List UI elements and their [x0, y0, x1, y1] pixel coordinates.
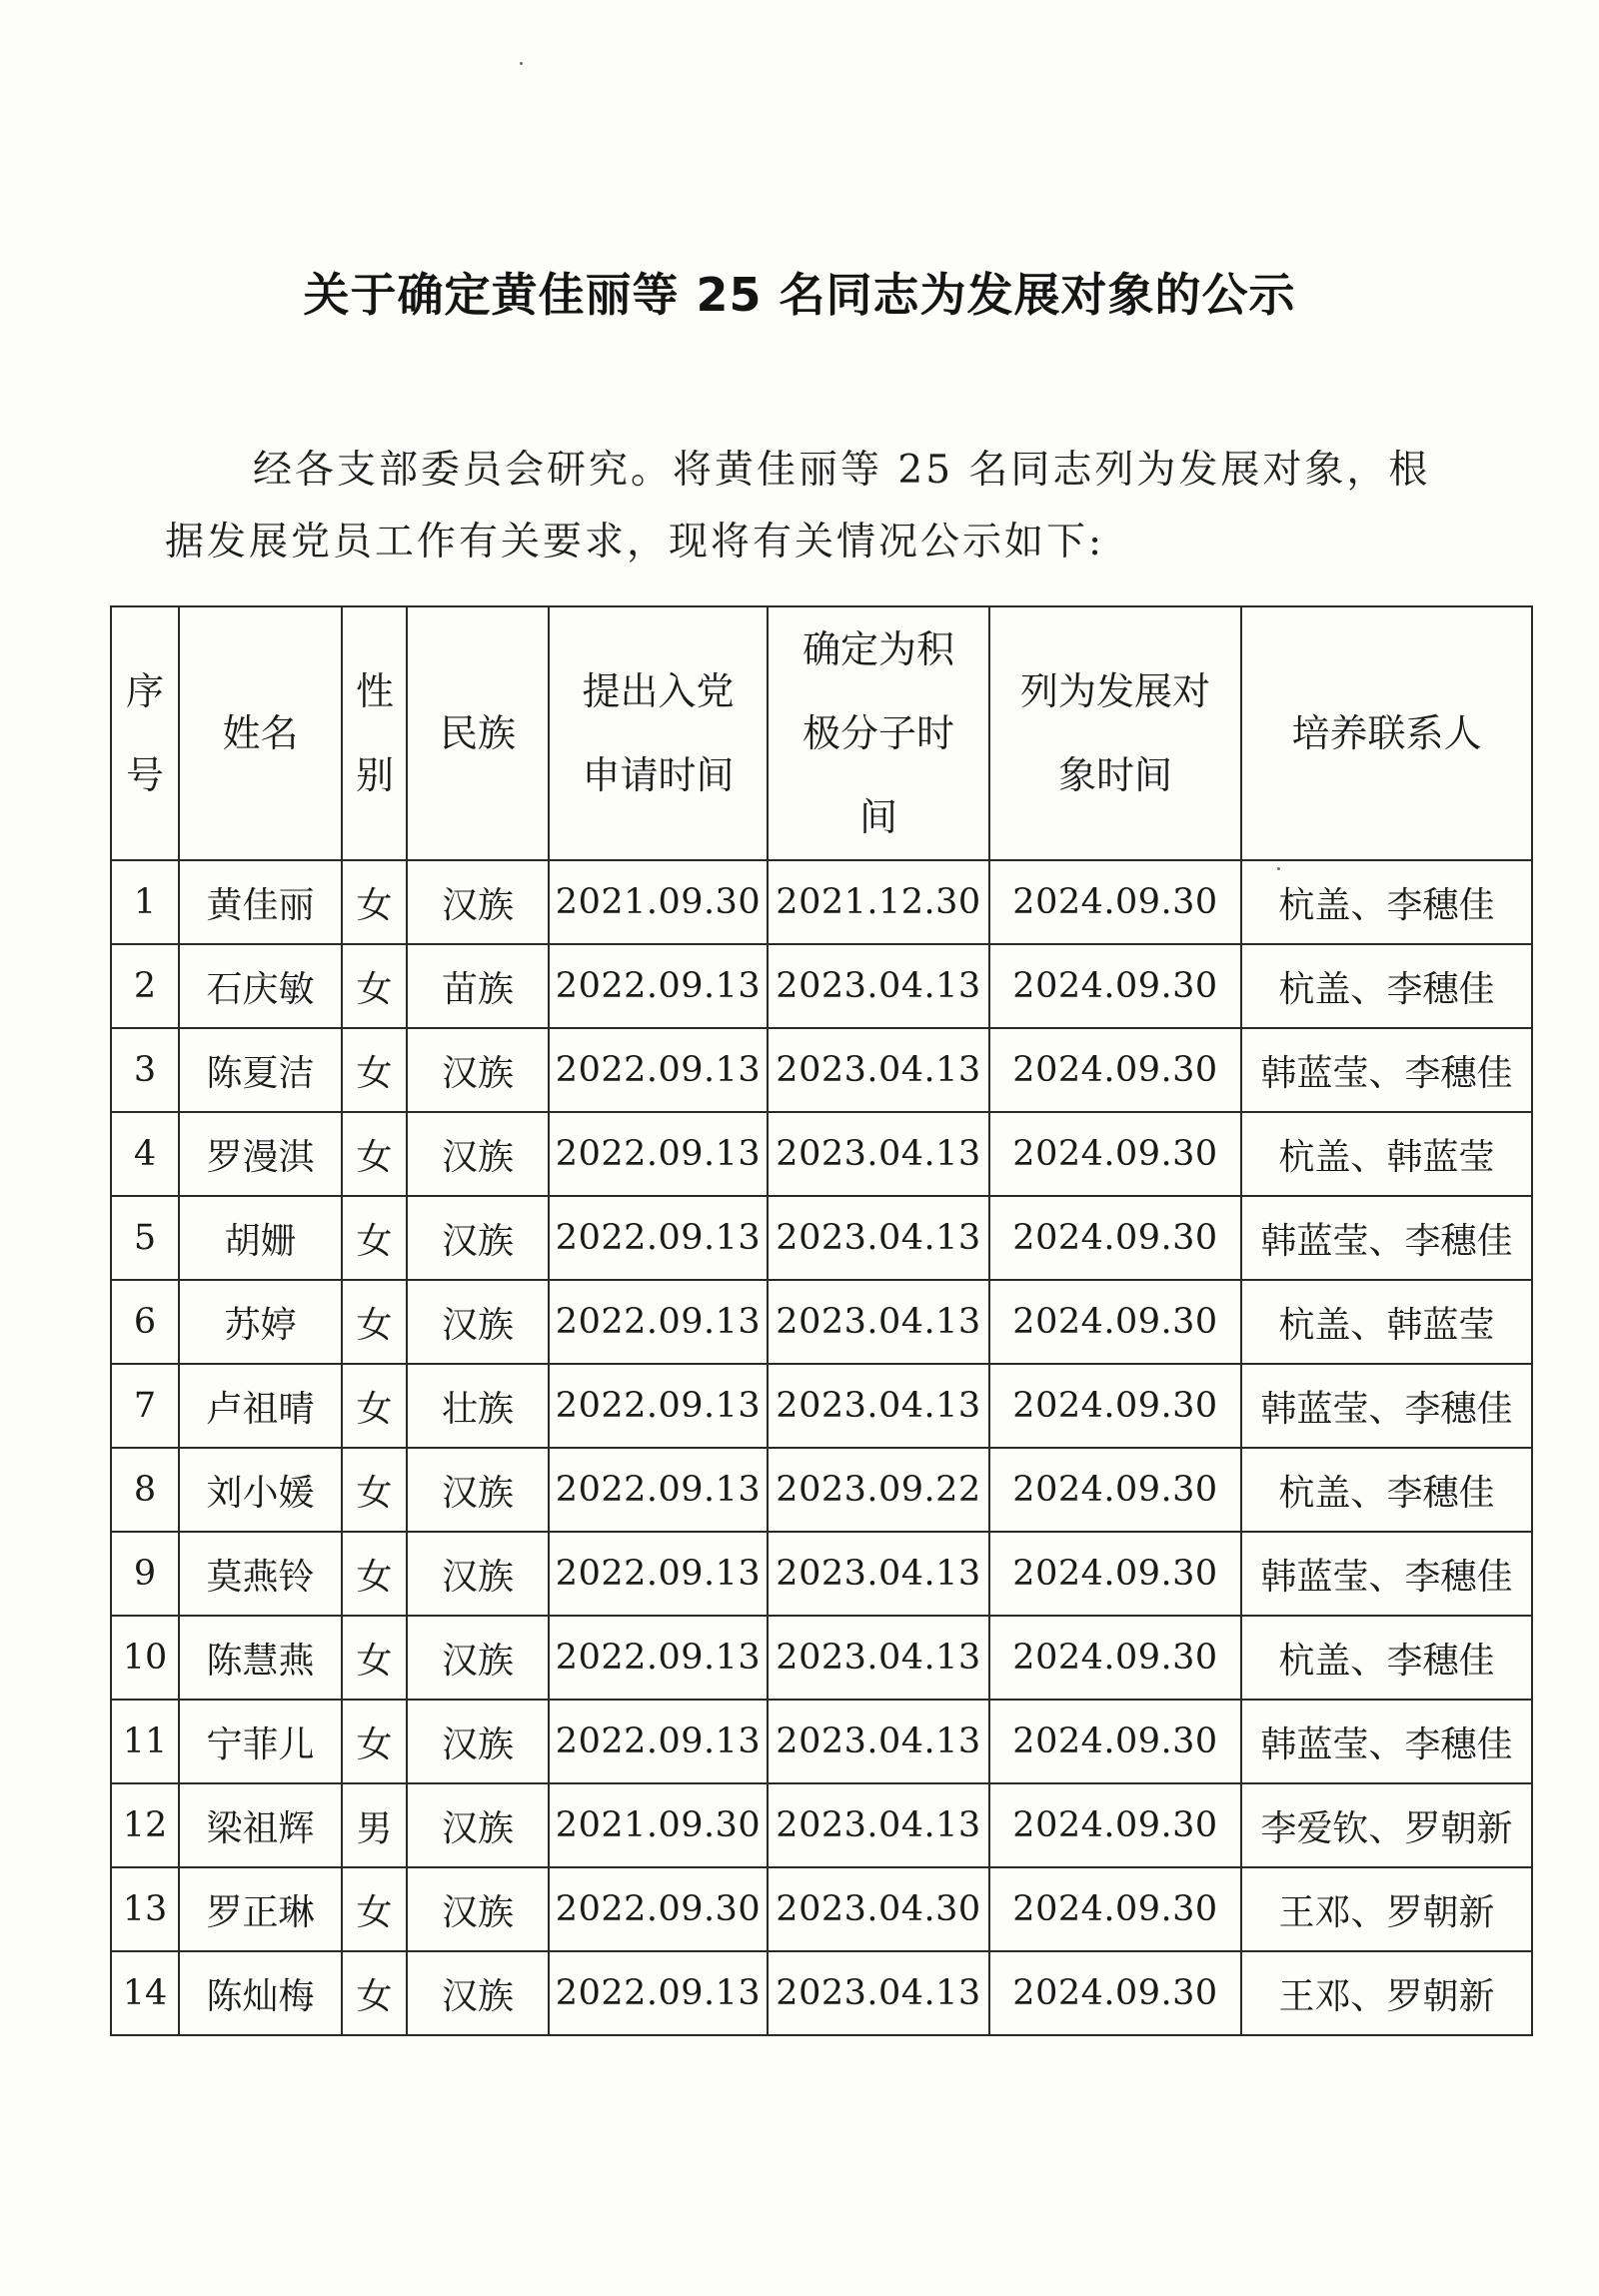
cell-name: 莫燕铃 [179, 1532, 342, 1616]
cell-seq: 10 [111, 1616, 179, 1700]
cell-gender: 女 [342, 1364, 407, 1448]
cell-name: 陈灿梅 [179, 1951, 342, 2035]
cell-apply-date: 2022.09.13 [549, 1448, 768, 1532]
cell-ethnicity: 苗族 [407, 944, 549, 1028]
cell-name: 胡姗 [179, 1196, 342, 1280]
cell-activist-date: 2023.04.13 [768, 1112, 989, 1196]
cell-apply-date: 2022.09.13 [549, 1196, 768, 1280]
header-row [111, 606, 1532, 860]
cell-ethnicity: 汉族 [407, 1616, 549, 1700]
cell-activist-date: 2023.04.13 [768, 1028, 989, 1112]
cell-contacts: 杭盖、李穗佳 [1241, 944, 1532, 1028]
table-row [111, 1783, 1532, 1867]
cell-contacts: 韩蓝莹、李穗佳 [1241, 1700, 1532, 1783]
cell-contacts: 王邓、罗朝新 [1241, 1867, 1532, 1951]
cell-ethnicity: 汉族 [407, 1700, 549, 1783]
cell-apply-date: 2022.09.13 [549, 1364, 768, 1448]
table-header [111, 606, 1532, 860]
cell-seq: 13 [111, 1867, 179, 1951]
cell-contacts: 王邓、罗朝新 [1241, 1951, 1532, 2035]
table-row [111, 1112, 1532, 1196]
header-candidate-date: 列为发展对象时间 [989, 606, 1241, 860]
cell-candidate-date: 2024.09.30 [989, 1364, 1241, 1448]
cell-gender: 女 [342, 1196, 407, 1280]
cell-name: 苏婷 [179, 1280, 342, 1364]
cell-apply-date: 2022.09.13 [549, 1112, 768, 1196]
cell-name: 罗正琳 [179, 1867, 342, 1951]
cell-contacts: 杭盖、韩蓝莹 [1241, 1280, 1532, 1364]
header-name: 姓名 [179, 606, 342, 860]
cell-gender: 女 [342, 1700, 407, 1783]
table-row [111, 1028, 1532, 1112]
cell-apply-date: 2022.09.13 [549, 1532, 768, 1616]
cell-contacts: 杭盖、李穗佳 [1241, 1616, 1532, 1700]
table-row [111, 1867, 1532, 1951]
cell-ethnicity: 汉族 [407, 1112, 549, 1196]
cell-ethnicity: 汉族 [407, 1196, 549, 1280]
header-ethnicity: 民族 [407, 606, 549, 860]
cell-apply-date: 2022.09.13 [549, 1028, 768, 1112]
cell-candidate-date: 2024.09.30 [989, 1783, 1241, 1867]
cell-gender: 女 [342, 1280, 407, 1364]
table-row [111, 860, 1532, 944]
cell-candidate-date: 2024.09.30 [989, 944, 1241, 1028]
cell-ethnicity: 汉族 [407, 1028, 549, 1112]
table-body [111, 860, 1532, 2035]
table-row [111, 1532, 1532, 1616]
cell-gender: 女 [342, 1112, 407, 1196]
cell-candidate-date: 2024.09.30 [989, 1112, 1241, 1196]
cell-activist-date: 2023.04.30 [768, 1867, 989, 1951]
cell-activist-date: 2023.04.13 [768, 944, 989, 1028]
cell-candidate-date: 2024.09.30 [989, 1028, 1241, 1112]
cell-gender: 男 [342, 1783, 407, 1867]
header-gender: 性别 [342, 606, 407, 860]
cell-ethnicity: 汉族 [407, 1867, 549, 1951]
cell-activist-date: 2023.09.22 [768, 1448, 989, 1532]
cell-activist-date: 2023.04.13 [768, 1951, 989, 2035]
cell-seq: 8 [111, 1448, 179, 1532]
table-row [111, 1280, 1532, 1364]
header-seq: 序号 [111, 606, 179, 860]
candidate-table [110, 605, 1533, 2036]
header-activist-date: 确定为积极分子时间 [768, 606, 989, 860]
cell-apply-date: 2021.09.30 [549, 1783, 768, 1867]
table-row [111, 1364, 1532, 1448]
cell-candidate-date: 2024.09.30 [989, 860, 1241, 944]
cell-apply-date: 2022.09.13 [549, 1280, 768, 1364]
cell-seq: 14 [111, 1951, 179, 2035]
cell-gender: 女 [342, 1616, 407, 1700]
cell-name: 卢祖晴 [179, 1364, 342, 1448]
cell-gender: 女 [342, 1867, 407, 1951]
cell-ethnicity: 汉族 [407, 1280, 549, 1364]
cell-seq: 12 [111, 1783, 179, 1867]
header-contacts: 培养联系人 [1241, 606, 1532, 860]
cell-apply-date: 2022.09.13 [549, 1616, 768, 1700]
cell-ethnicity: 汉族 [407, 1783, 549, 1867]
cell-contacts: 李爱钦、罗朝新 [1241, 1783, 1532, 1867]
cell-seq: 7 [111, 1364, 179, 1448]
cell-candidate-date: 2024.09.30 [989, 1867, 1241, 1951]
cell-seq: 11 [111, 1700, 179, 1783]
cell-ethnicity: 汉族 [407, 1532, 549, 1616]
cell-apply-date: 2021.09.30 [549, 860, 768, 944]
cell-activist-date: 2023.04.13 [768, 1196, 989, 1280]
cell-candidate-date: 2024.09.30 [989, 1448, 1241, 1532]
cell-name: 梁祖辉 [179, 1783, 342, 1867]
cell-activist-date: 2023.04.13 [768, 1364, 989, 1448]
cell-gender: 女 [342, 1951, 407, 2035]
cell-contacts: 杭盖、李穗佳 [1241, 1448, 1532, 1532]
cell-ethnicity: 汉族 [407, 1448, 549, 1532]
cell-seq: 1 [111, 860, 179, 944]
cell-activist-date: 2023.04.13 [768, 1783, 989, 1867]
cell-gender: 女 [342, 1532, 407, 1616]
table-row [111, 944, 1532, 1028]
cell-name: 石庆敏 [179, 944, 342, 1028]
cell-contacts: 韩蓝莹、李穗佳 [1241, 1196, 1532, 1280]
cell-name: 宁菲儿 [179, 1700, 342, 1783]
cell-apply-date: 2022.09.13 [549, 1700, 768, 1783]
cell-activist-date: 2023.04.13 [768, 1280, 989, 1364]
cell-apply-date: 2022.09.30 [549, 1867, 768, 1951]
cell-gender: 女 [342, 944, 407, 1028]
cell-apply-date: 2022.09.13 [549, 944, 768, 1028]
cell-candidate-date: 2024.09.30 [989, 1616, 1241, 1700]
cell-candidate-date: 2024.09.30 [989, 1700, 1241, 1783]
cell-gender: 女 [342, 860, 407, 944]
cell-seq: 9 [111, 1532, 179, 1616]
table-row [111, 1448, 1532, 1532]
cell-name: 陈慧燕 [179, 1616, 342, 1700]
cell-gender: 女 [342, 1448, 407, 1532]
table-row [111, 1196, 1532, 1280]
cell-seq: 2 [111, 944, 179, 1028]
cell-name: 罗漫淇 [179, 1112, 342, 1196]
cell-ethnicity: 汉族 [407, 1951, 549, 2035]
cell-candidate-date: 2024.09.30 [989, 1196, 1241, 1280]
cell-seq: 5 [111, 1196, 179, 1280]
table-row [111, 1951, 1532, 2035]
cell-activist-date: 2023.04.13 [768, 1700, 989, 1783]
cell-contacts: 韩蓝莹、李穗佳 [1241, 1364, 1532, 1448]
cell-activist-date: 2023.04.13 [768, 1532, 989, 1616]
cell-seq: 3 [111, 1028, 179, 1112]
cell-name: 黄佳丽 [179, 860, 342, 944]
intro-paragraph: 经各支部委员会研究。将黄佳丽等 25 名同志列为发展对象，根据发展党员工作有关要求，现将有关情况公示如下: [165, 448, 1431, 565]
cell-ethnicity: 汉族 [407, 860, 549, 944]
cell-gender: 女 [342, 1028, 407, 1112]
cell-contacts: 韩蓝莹、李穗佳 [1241, 1028, 1532, 1112]
table-row [111, 1616, 1532, 1700]
page-title: 关于确定黄佳丽等 25 名同志为发展对象的公示 [303, 267, 1296, 322]
cell-contacts: 杭盖、李穗佳 [1241, 860, 1532, 944]
cell-ethnicity: 壮族 [407, 1364, 549, 1448]
cell-candidate-date: 2024.09.30 [989, 1951, 1241, 2035]
cell-name: 陈夏洁 [179, 1028, 342, 1112]
cell-seq: 4 [111, 1112, 179, 1196]
table-row [111, 1700, 1532, 1783]
cell-contacts: 韩蓝莹、李穗佳 [1241, 1532, 1532, 1616]
header-apply-date: 提出入党申请时间 [549, 606, 768, 860]
cell-activist-date: 2021.12.30 [768, 860, 989, 944]
cell-candidate-date: 2024.09.30 [989, 1532, 1241, 1616]
cell-apply-date: 2022.09.13 [549, 1951, 768, 2035]
cell-contacts: 杭盖、韩蓝莹 [1241, 1112, 1532, 1196]
scan-speck [520, 62, 523, 65]
cell-seq: 6 [111, 1280, 179, 1364]
cell-activist-date: 2023.04.13 [768, 1616, 989, 1700]
cell-name: 刘小媛 [179, 1448, 342, 1532]
cell-candidate-date: 2024.09.30 [989, 1280, 1241, 1364]
